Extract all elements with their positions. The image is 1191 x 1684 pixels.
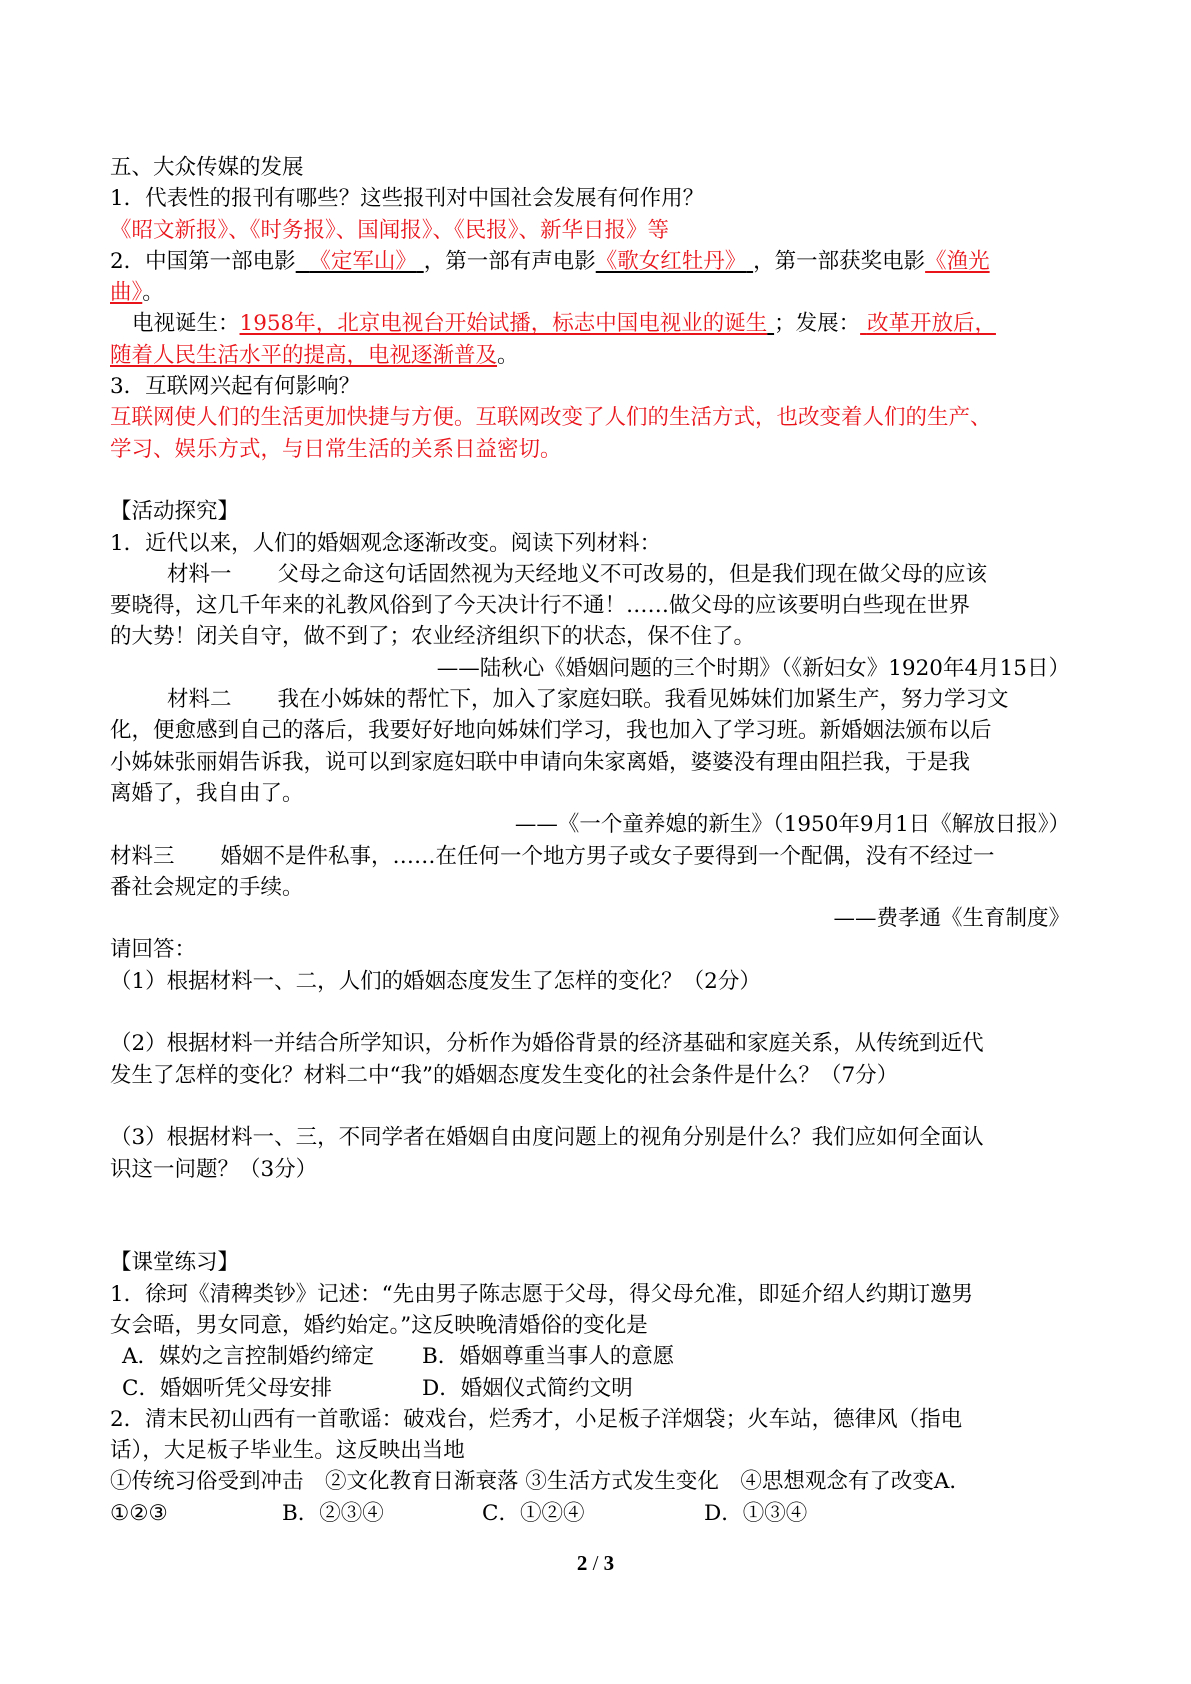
total-pages: 3	[603, 1551, 615, 1575]
sub-question-1: （1）根据材料一、二，人们的婚姻态度发生了怎样的变化？（2分）	[110, 968, 761, 994]
q2-text-a: 2．中国第一部电影	[110, 248, 296, 274]
option-B: B．婚姻尊重当事人的意愿	[422, 1344, 675, 1370]
ask-prompt: 请回答：	[110, 937, 197, 963]
material-1-line3: 的大势！闭关自守，做不到了；农业经济组织下的状态，保不住了。	[110, 624, 756, 650]
answer-film3b: 曲》	[110, 280, 143, 306]
practice-q1-line2: 女会晤，男女同意，婚约始定。”这反映晚清婚俗的变化是	[110, 1312, 648, 1338]
tv-dev-answer-a: 改革开放后，	[866, 311, 996, 337]
practice-q1-line1: 1．徐珂《清稗类钞》记述：“先由男子陈志愿于父母，得父母允准，即延介绍人约期订邀男	[110, 1281, 974, 1307]
answer-1: 《昭文新报》、《时务报》、国闻报》、《民报》、新华日报》等	[110, 217, 670, 243]
page-number: 2 / 3	[576, 1551, 615, 1575]
option-A: A．媒妁之言控制婚约缔定	[122, 1344, 375, 1370]
practice-q1-options-cd	[110, 1373, 1090, 1404]
material-3-line2: 番社会规定的手续。	[110, 874, 304, 900]
answer-3-line1: 互联网使人们的生活更加快捷与方便。互联网改变了人们的生活方式，也改变着人们的生产、	[110, 405, 992, 431]
tv-line1	[110, 308, 1090, 339]
blank-film1	[296, 249, 424, 274]
material-2-line3: 小姊妹张丽娟告诉我，说可以到家庭妇联中申请向朱家离婚，婆婆没有理由阻拦我，于是我	[110, 749, 971, 775]
material-3-label: 材料三	[110, 843, 175, 869]
practice-q2-line1: 2．清末民初山西有一首歌谣：破戏台，烂秀才，小足板子洋烟袋；火车站，德律风（指电	[110, 1406, 963, 1432]
question-2-line2	[110, 277, 1090, 308]
material-1-source: ——陆秋心《婚姻问题的三个时期》（《新妇女》1920年4月15日）	[436, 655, 1070, 681]
material-1-line2: 要晓得，这几千年来的礼教风俗到了今天决计行不通！……做父母的应该要明白些现在世界	[110, 593, 971, 619]
practice-q1-options-ab	[110, 1341, 1090, 1372]
section-title: 五、大众传媒的发展	[110, 155, 304, 180]
practice-q2-line2: 话），大足板子毕业生。这反映出当地	[110, 1438, 465, 1464]
document-page	[110, 152, 1090, 1529]
tv-label: 电视诞生：	[132, 311, 240, 337]
sub-question-3-line2: 识这一问题？（3分）	[110, 1156, 318, 1182]
option2-D: D．①③④	[704, 1500, 808, 1526]
tv-line2	[110, 340, 1090, 371]
practice-header: 【课堂练习】	[110, 1250, 240, 1276]
activity-header: 【活动探究】	[110, 499, 240, 525]
blank-film2	[596, 249, 753, 274]
answer-film1: 《定军山》	[309, 248, 417, 274]
option-C: C．婚姻听凭父母安排	[122, 1375, 332, 1401]
material-2-line2: 化，便愈感到自己的落后，我要好好地向姊妹们学习，我也加入了学习班。新婚姻法颁布以后	[110, 718, 992, 744]
answer-film2: 《歌女红牡丹》	[595, 248, 747, 274]
question-3: 3．互联网兴起有何影响？	[110, 374, 361, 400]
practice-q2-options	[110, 1498, 1090, 1529]
sub-question-2-line2: 发生了怎样的变化？材料二中“我”的婚姻态度发生变化的社会条件是什么？（7分）	[110, 1062, 899, 1088]
tv-birth-answer: 1958年，北京电视台开始试播，标志中国电视业的诞生	[239, 311, 768, 337]
answer-3-line2: 学习、娱乐方式，与日常生活的关系日益密切。	[110, 436, 562, 462]
material-2-line4: 离婚了，我自由了。	[110, 780, 304, 806]
practice-q2-statements: ①传统习俗受到冲击 ②文化教育日渐衰落 ③生活方式发生变化 ④思想观念有了改变A．	[110, 1469, 971, 1495]
option2-B: B．②③④	[282, 1500, 384, 1526]
material-3-source: ——费孝通《生育制度》	[833, 906, 1070, 932]
material-2-source: ——《一个童养媳的新生》（1950年9月1日《解放日报》）	[514, 812, 1070, 838]
material-2-line1: 材料二 我在小姊妹的帮忙下，加入了家庭妇联。我看见姊妹们加紧生产，努力学习文	[167, 687, 1009, 713]
question-1: 1．代表性的报刊有哪些？这些报刊对中国社会发展有何作用？	[110, 186, 705, 212]
material-3-line1: 材料三 婚姻不是件私事，……在任何一个地方男子或女子要得到一个配偶，没有不经过一	[110, 843, 995, 869]
option2-A: ①②③	[110, 1500, 168, 1526]
material-2-label: 材料二	[167, 687, 232, 713]
material-1-line1: 材料一 父母之命这句话固然视为天经地义不可改易的，但是我们现在做父母的应该	[167, 561, 988, 587]
material-1-label: 材料一	[167, 561, 232, 587]
option2-C: C．①②④	[482, 1500, 585, 1526]
activity-question-1: 1．近代以来，人们的婚姻观念逐渐改变。阅读下列材料：	[110, 530, 662, 556]
tv-end: 。	[497, 342, 519, 368]
answer-film3a: 《渔光	[925, 248, 990, 274]
tv-dev-answer-b: 随着人民生活水平的提高，电视逐渐普及	[110, 342, 498, 368]
sub-question-2-line1: （2）根据材料一并结合所学知识，分析作为婚俗背景的经济基础和家庭关系，从传统到近代	[110, 1031, 984, 1057]
question-2-line1	[110, 246, 1090, 277]
current-page: 2	[576, 1551, 588, 1575]
q2-end: 。	[142, 280, 164, 306]
q2-text-c: ，第一部获奖电影	[753, 248, 926, 274]
tv-dev-label: ；发展：	[774, 311, 861, 337]
sub-question-3-line1: （3）根据材料一、三，不同学者在婚姻自由度问题上的视角分别是什么？我们应如何全面认	[110, 1125, 984, 1151]
option-D: D．婚姻仪式简约文明	[422, 1375, 633, 1401]
q2-text-b: ，第一部有声电影	[423, 248, 596, 274]
